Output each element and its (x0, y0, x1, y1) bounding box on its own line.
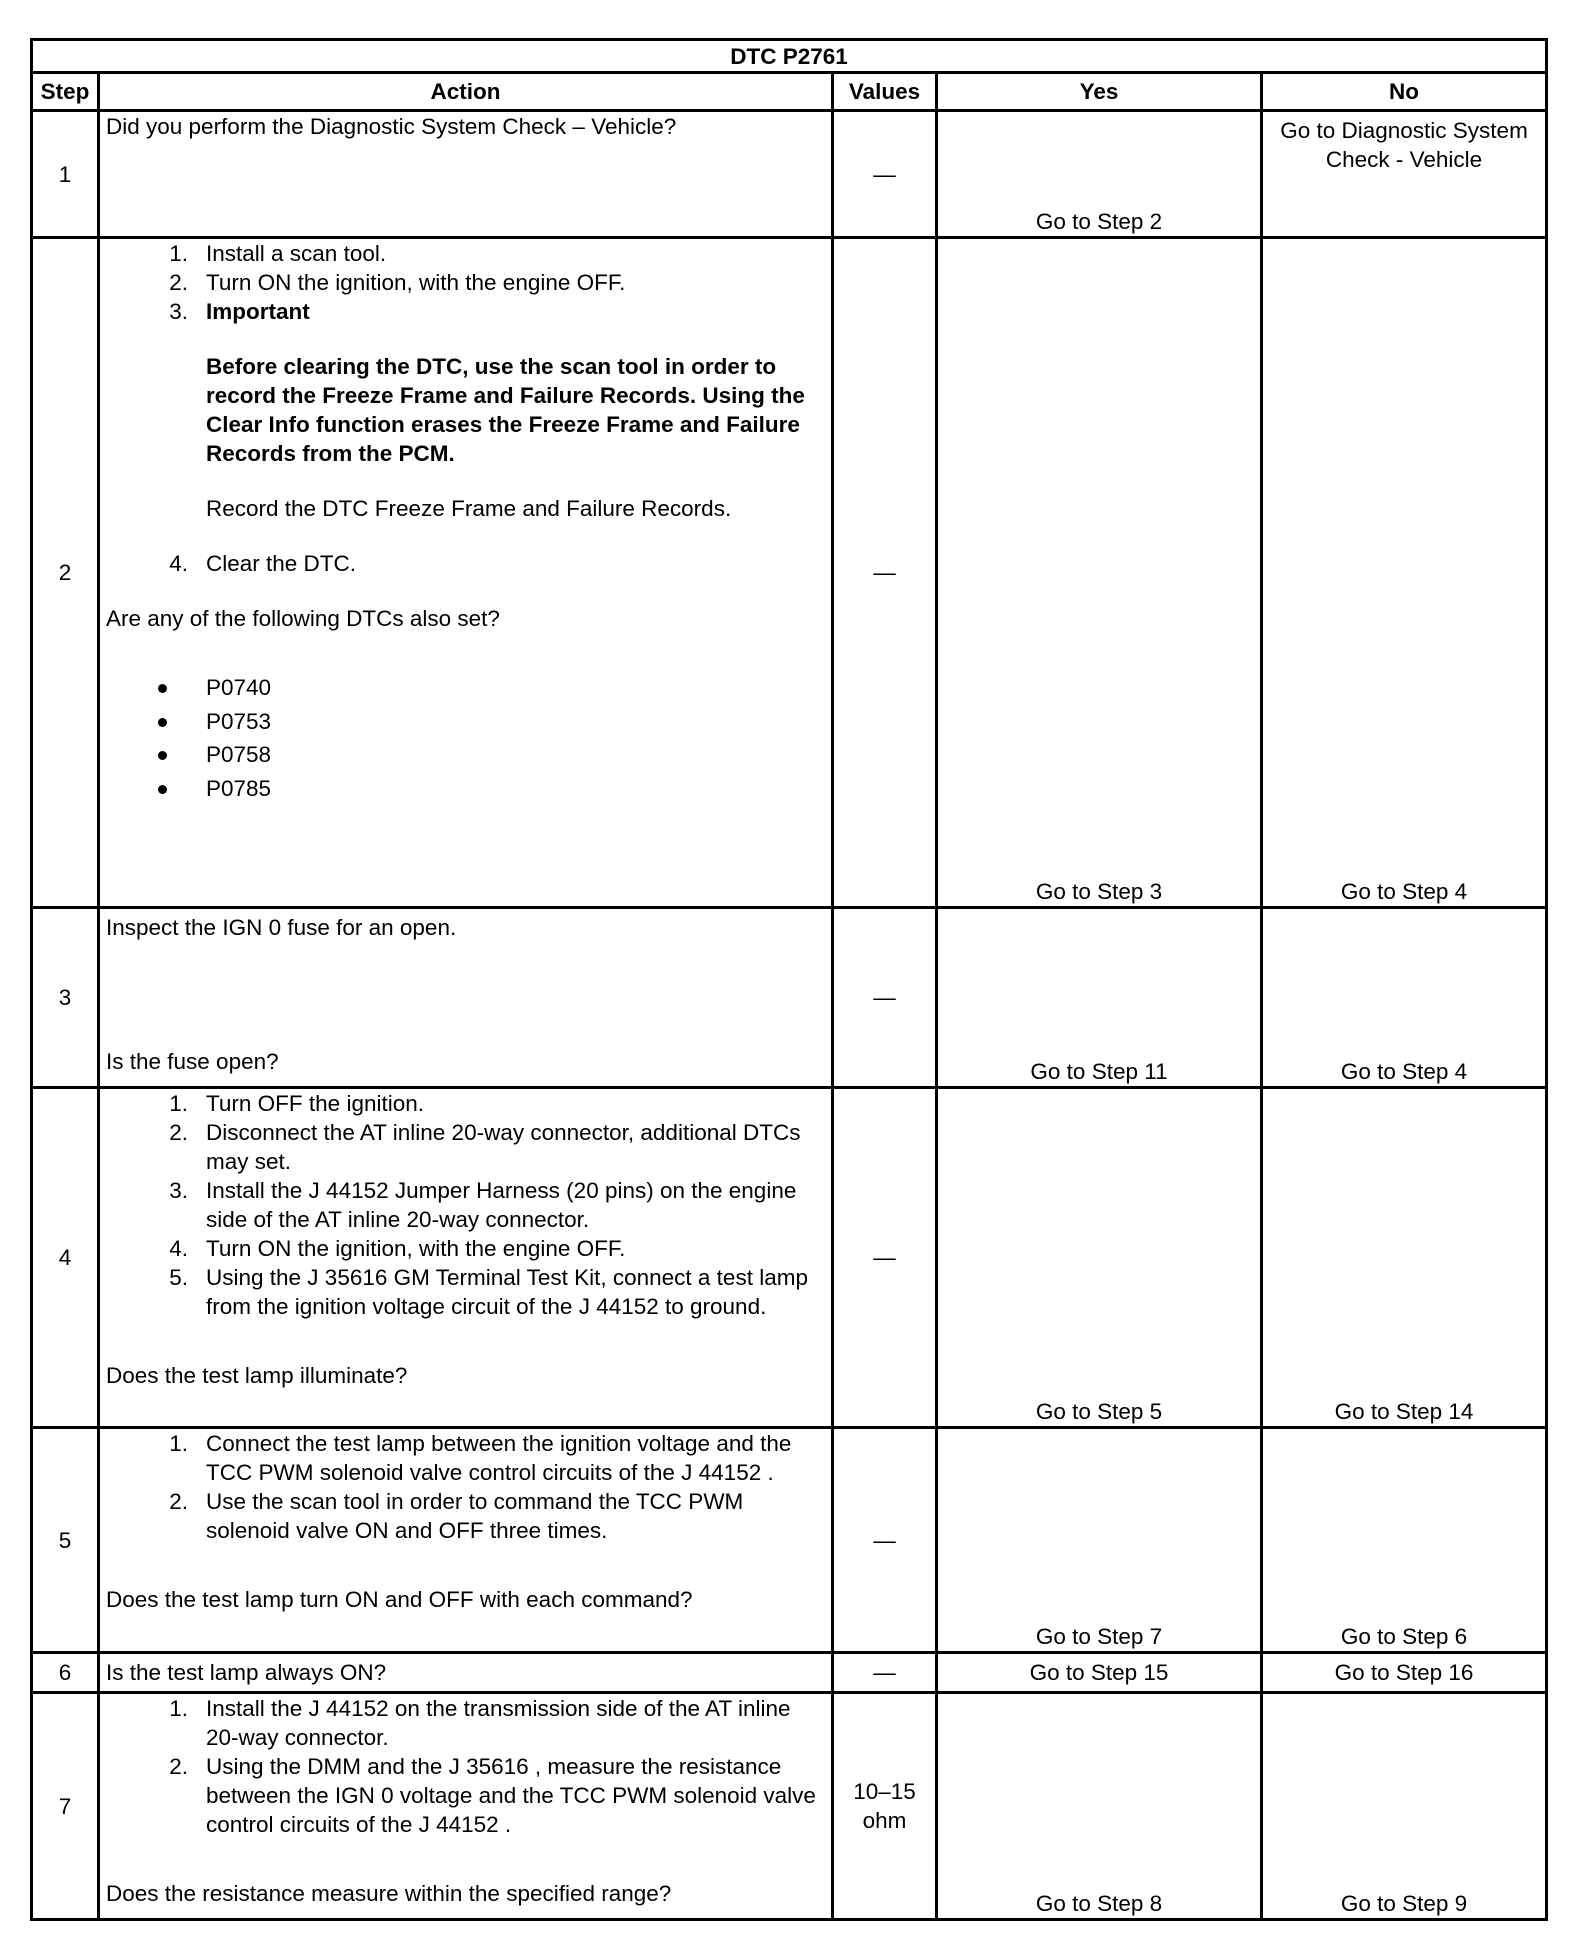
step-number: 7 (32, 1693, 99, 1920)
action-text: Inspect the IGN 0 fuse for an open. (106, 915, 457, 940)
no-cell: Go to Step 16 (1262, 1653, 1547, 1693)
step-number: 1 (32, 111, 99, 238)
yes-cell: Go to Step 2 (937, 111, 1262, 238)
title-row (32, 40, 1547, 73)
action-text: Is the test lamp always ON? (99, 1653, 833, 1693)
action-steps (106, 549, 825, 578)
table-row (32, 1653, 1547, 1693)
dtc-table (30, 38, 1548, 1921)
action-question: Does the test lamp illuminate? (106, 1363, 408, 1388)
value-cell: — (833, 908, 937, 1088)
table-row (32, 908, 1547, 1088)
table-row (32, 238, 1547, 908)
value-cell: — (833, 1653, 937, 1693)
list-item: P0758 (106, 738, 825, 772)
action-step: 1. Turn OFF the ignition. (169, 1091, 425, 1116)
action-step: 1. Connect the test lamp between the ignition voltage and the TCC PWM solenoid valve control circuits of the J 44152 . (169, 1431, 792, 1485)
action-cell (99, 908, 833, 1088)
step-number: 5 (32, 1428, 99, 1653)
action-question: Is the fuse open? (106, 1049, 279, 1074)
action-text: Did you perform the Diagnostic System Check – Vehicle? (99, 111, 833, 238)
record-instruction: Record the DTC Freeze Frame and Failure Records. (206, 496, 732, 521)
yes-cell: Go to Step 11 (937, 908, 1262, 1088)
no-cell: Go to Step 6 (1262, 1428, 1547, 1653)
step-number: 2 (32, 238, 99, 908)
table-title: DTC P2761 (32, 40, 1547, 73)
action-steps (106, 239, 825, 326)
value-cell: — (833, 111, 937, 238)
dtc-list (106, 671, 825, 805)
no-cell: Go to Step 4 (1262, 908, 1547, 1088)
action-step: 4. Clear the DTC. (169, 551, 357, 576)
table-row (32, 1693, 1547, 1920)
no-cell: Go to Diagnostic System Check - Vehicle (1262, 111, 1547, 238)
table-row (32, 1428, 1547, 1653)
action-cell (99, 1693, 833, 1920)
yes-cell: Go to Step 8 (937, 1693, 1262, 1920)
action-cell (99, 1428, 833, 1653)
action-steps (106, 1694, 825, 1839)
action-step: 1. Install the J 44152 on the transmission side of the AT inline 20-way connector. (169, 1696, 791, 1750)
important-note: Before clearing the DTC, use the scan tool in order to record the Freeze Frame and Failure Records. Using the Clear Info function erases the Freeze Frame and Failure Records from the PCM. (206, 354, 805, 466)
value-cell: — (833, 238, 937, 908)
no-cell: Go to Step 14 (1262, 1088, 1547, 1428)
yes-cell: Go to Step 7 (937, 1428, 1262, 1653)
yes-cell: Go to Step 5 (937, 1088, 1262, 1428)
action-step: 2. Turn ON the ignition, with the engine OFF. (169, 270, 626, 295)
action-question: Does the resistance measure within the specified range? (106, 1881, 672, 1906)
no-cell: Go to Step 4 (1262, 238, 1547, 908)
value-cell: 10–15 ohm (833, 1693, 937, 1920)
list-item: P0740 (106, 671, 825, 705)
action-question: Are any of the following DTCs also set? (106, 606, 500, 631)
value-cell: — (833, 1428, 937, 1653)
list-item: P0785 (106, 772, 825, 806)
action-step: 2. Disconnect the AT inline 20-way connector, additional DTCs may set. (169, 1120, 801, 1174)
action-cell (99, 238, 833, 908)
step-number: 6 (32, 1653, 99, 1693)
action-step: 2. Use the scan tool in order to command the TCC PWM solenoid valve ON and OFF three times. (169, 1489, 744, 1543)
yes-cell: Go to Step 3 (937, 238, 1262, 908)
action-step: 5. Using the J 35616 GM Terminal Test Kit, connect a test lamp from the ignition voltage circuit of the J 44152 to ground. (169, 1265, 808, 1319)
step-number: 3 (32, 908, 99, 1088)
yes-cell: Go to Step 15 (937, 1653, 1262, 1693)
step-number: 4 (32, 1088, 99, 1428)
header-step: Step (32, 73, 99, 111)
header-action: Action (99, 73, 833, 111)
action-steps (106, 1089, 825, 1321)
action-step: 3. Install the J 44152 Jumper Harness (20 pins) on the engine side of the AT inline 20-way connector. (169, 1178, 797, 1232)
action-step: 1. Install a scan tool. (169, 241, 387, 266)
table-row (32, 111, 1547, 238)
no-cell: Go to Step 9 (1262, 1693, 1547, 1920)
header-values: Values (833, 73, 937, 111)
list-item: P0753 (106, 705, 825, 739)
table-row (32, 1088, 1547, 1428)
action-cell (99, 1088, 833, 1428)
header-yes: Yes (937, 73, 1262, 111)
action-step: 4. Turn ON the ignition, with the engine OFF. (169, 1236, 626, 1261)
value-cell: — (833, 1088, 937, 1428)
action-step: 2. Using the DMM and the J 35616 , measure the resistance between the IGN 0 voltage and the TCC PWM solenoid valve control circuits of the J 44152 . (169, 1754, 816, 1837)
action-step: 3. Important (169, 299, 310, 324)
header-no: No (1262, 73, 1547, 111)
header-row (32, 73, 1547, 111)
action-question: Does the test lamp turn ON and OFF with each command? (106, 1587, 693, 1612)
action-steps (106, 1429, 825, 1545)
